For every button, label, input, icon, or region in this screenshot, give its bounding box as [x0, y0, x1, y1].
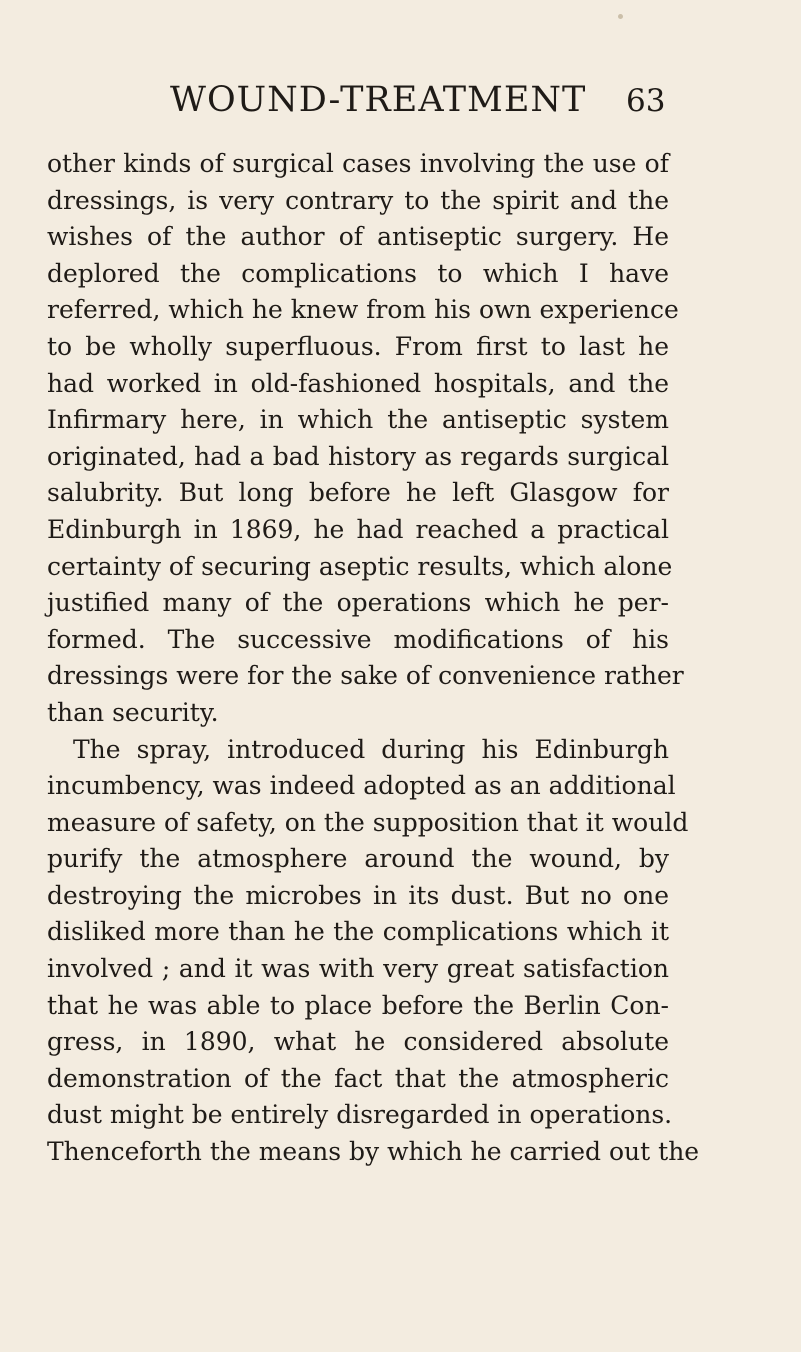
text-line: formed. The successive modifications of his: [47, 624, 669, 654]
text-line: Edinburgh in 1869, he had reached a practical: [47, 514, 669, 544]
text-line: involved ; and it was with very great satisfaction: [47, 954, 669, 984]
chapter-title: WOUND-TREATMENT: [170, 80, 587, 120]
text-line: The spray, introduced during his Edinburgh: [73, 734, 669, 764]
text-line: destroying the microbes in its dust. But no one: [47, 880, 669, 910]
text-line: justified many of the operations which he per-: [47, 588, 669, 618]
paper-speck: [618, 14, 623, 19]
text-line: certainty of securing aseptic results, which alone: [47, 551, 673, 581]
text-line: Infirmary here, in which the antiseptic system: [47, 405, 669, 435]
text-line: demonstration of the fact that the atmospheric: [47, 1063, 669, 1093]
text-line: to be wholly superfluous. From first to last he: [47, 331, 669, 361]
text-line: other kinds of surgical cases involving the use of: [47, 149, 669, 178]
text-line: originated, had a bad history as regards surgical: [47, 441, 669, 471]
text-line: dressings, is very contrary to the spirit and the: [47, 185, 669, 215]
text-line: had worked in old-fashioned hospitals, and the: [47, 368, 669, 398]
text-line: wishes of the author of antiseptic surgery. He: [47, 222, 669, 252]
page-number: 63: [626, 83, 666, 119]
text-line: salubrity. But long before he left Glasgow for: [47, 478, 669, 508]
text-line: Thenceforth the means by which he carried out the: [47, 1137, 700, 1167]
text-line: disliked more than he the complications which it: [47, 917, 669, 947]
text-line: referred, which he knew from his own experience: [47, 295, 679, 325]
text-line: deplored the complications to which I have: [47, 258, 669, 288]
text-line: gress, in 1890, what he considered absolute: [47, 1027, 669, 1057]
text-line: that he was able to place before the Berlin Con-: [47, 990, 669, 1020]
text-line: incumbency, was indeed adopted as an additional: [47, 771, 676, 801]
text-line: dressings were for the sake of convenience rather: [47, 661, 684, 691]
text-line: measure of safety, on the supposition that it would: [47, 807, 689, 837]
text-line: than security.: [47, 697, 219, 727]
text-line: dust might be entirely disregarded in operations.: [47, 1100, 673, 1130]
text-line: purify the atmosphere around the wound, by: [47, 844, 669, 874]
body-text: [47, 146, 700, 1171]
running-head: [170, 80, 670, 120]
